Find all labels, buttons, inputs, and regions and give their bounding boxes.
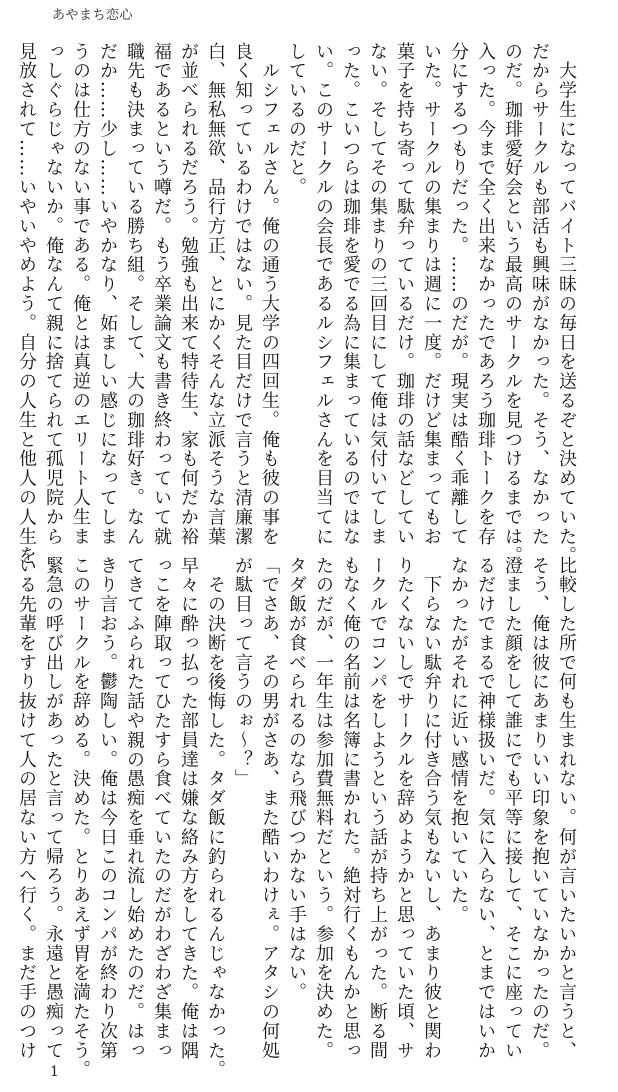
text-column: もなく俺の名前は名簿に書かれた。絶対行くもんかと思っ	[340, 556, 361, 1061]
text-column: だか……少し……いやかなり、妬ましい感じになってしま	[97, 42, 118, 547]
text-column: 見放されて……いやいやめよう。自分の人生と他人の人生を	[16, 42, 37, 566]
text-column: 早々に酔っ払った部員達は嫌な絡み方をしてきた。俺は隅	[178, 556, 199, 1061]
text-column: が並べられるだろう。勉強も出来て特待生、家も何だか裕	[178, 42, 199, 547]
text-column: タダ飯が食べられるのなら飛びつかない手はない。	[286, 556, 307, 1003]
text-column: 大学生になってバイト三昧の毎日を送るぞと決めていた。	[556, 42, 577, 566]
text-column: うのは仕方のない事である。俺とは真逆のエリート人生ま	[70, 42, 91, 547]
text-column: たのだが、一年生は参加費無料だという。参加を決めた。	[313, 556, 334, 1061]
text-column: てきてふられた話や親の愚痴を垂れ流し始めたのだ。はっ	[124, 556, 145, 1061]
text-column: りたくないしでサークルを辞めようかと思っていた頃、サ	[394, 556, 415, 1061]
text-column: そう、俺は彼にあまりいい印象を抱いていなかったのだ。	[529, 556, 550, 1061]
text-column: ルシフェルさん。俺の通う大学の四回生。俺も彼の事を	[259, 42, 280, 547]
text-column: 比較した所で何も生まれない。何が言いたいかと言うと、	[556, 556, 577, 1061]
text-column: 白、無私無欲、品行方正、とにかくそんな立派そうな言葉	[205, 42, 226, 547]
text-column: 緊急の呼び出しがあったと言って帰ろう。永遠と愚痴って	[43, 556, 64, 1061]
text-column: っしぐらじゃないか。俺なんて親に捨てられて孤児院から	[43, 42, 64, 547]
text-block-bottom	[16, 556, 580, 1080]
text-column: っこを陣取ってひたすら食べていたのだがわざわざ集まっ	[151, 556, 172, 1061]
text-block-top	[16, 42, 580, 566]
text-column: いる先輩をすり抜けて人の居ない方へ行く。まだ手のつけ	[16, 556, 37, 1061]
text-column: しているのだと。	[286, 42, 307, 198]
text-column: い。このサークルの会長であるルシフェルさんを目当てに	[313, 42, 334, 547]
text-column: ない。そしてその集まりの三回目にして俺は気付いてしま	[367, 42, 388, 547]
text-column: 下らない駄弁りに付き合う気もないし、あまり彼と関わ	[421, 556, 442, 1061]
text-column: 澄ました顔をして誰にでも平等に接して、そこに座ってい	[502, 556, 523, 1061]
text-column: このサークルを辞める。決めた。とりあえず胃を満たそう。	[70, 556, 91, 1080]
text-column: 職先も決まっている勝ち組。そして、大の珈琲好き。なん	[124, 42, 145, 547]
text-column: その決断を後悔した。タダ飯に釣られるんじゃなかった。	[205, 556, 226, 1080]
text-column: 菓子を持ち寄って駄弁っているだけ。珈琲の話などしてい	[394, 42, 415, 547]
text-column: るだけでまるで神様扱いだ。気に入らない、とまではいか	[475, 556, 496, 1061]
text-column: いた。サークルの集まりは週に一度。だけど集まってもお	[421, 42, 442, 547]
text-column: 入った。今まで全く出来なかったであろう珈琲トークを存	[475, 42, 496, 547]
book-title-header: あやまち恋心	[52, 8, 134, 23]
text-column: だからサークルも部活も興味がなかった。そう、なかった	[529, 42, 550, 547]
page-number: 1	[50, 1064, 59, 1080]
text-column: が駄目って言うのぉ～？」	[232, 556, 253, 789]
text-column: ークルでコンパをしようという話が持ち上がった。断る間	[367, 556, 388, 1061]
text-column: のだ。珈琲愛好会という最高のサークルを見つけるまでは。	[502, 42, 523, 566]
text-column: なかったがそれに近い感情を抱いていた。	[448, 556, 469, 925]
text-column: 分にするつもりだった。……のだが。現実は酷く乖離して	[448, 42, 469, 547]
text-column: 福であるという噂だ。もう卒業論文も書き終わっていて就	[151, 42, 172, 547]
text-column: 「でさあ、その男がさあ、また酷いわけぇ。アタシの何処	[259, 556, 280, 1061]
text-column: 良く知っているわけではない。見た目だけで言うと清廉潔	[232, 42, 253, 547]
text-column: きり言おう。鬱陶しい。俺は今日このコンパが終わり次第	[97, 556, 118, 1061]
text-column: った。こいつらは珈琲を愛でる為に集まっているのではな	[340, 42, 361, 547]
